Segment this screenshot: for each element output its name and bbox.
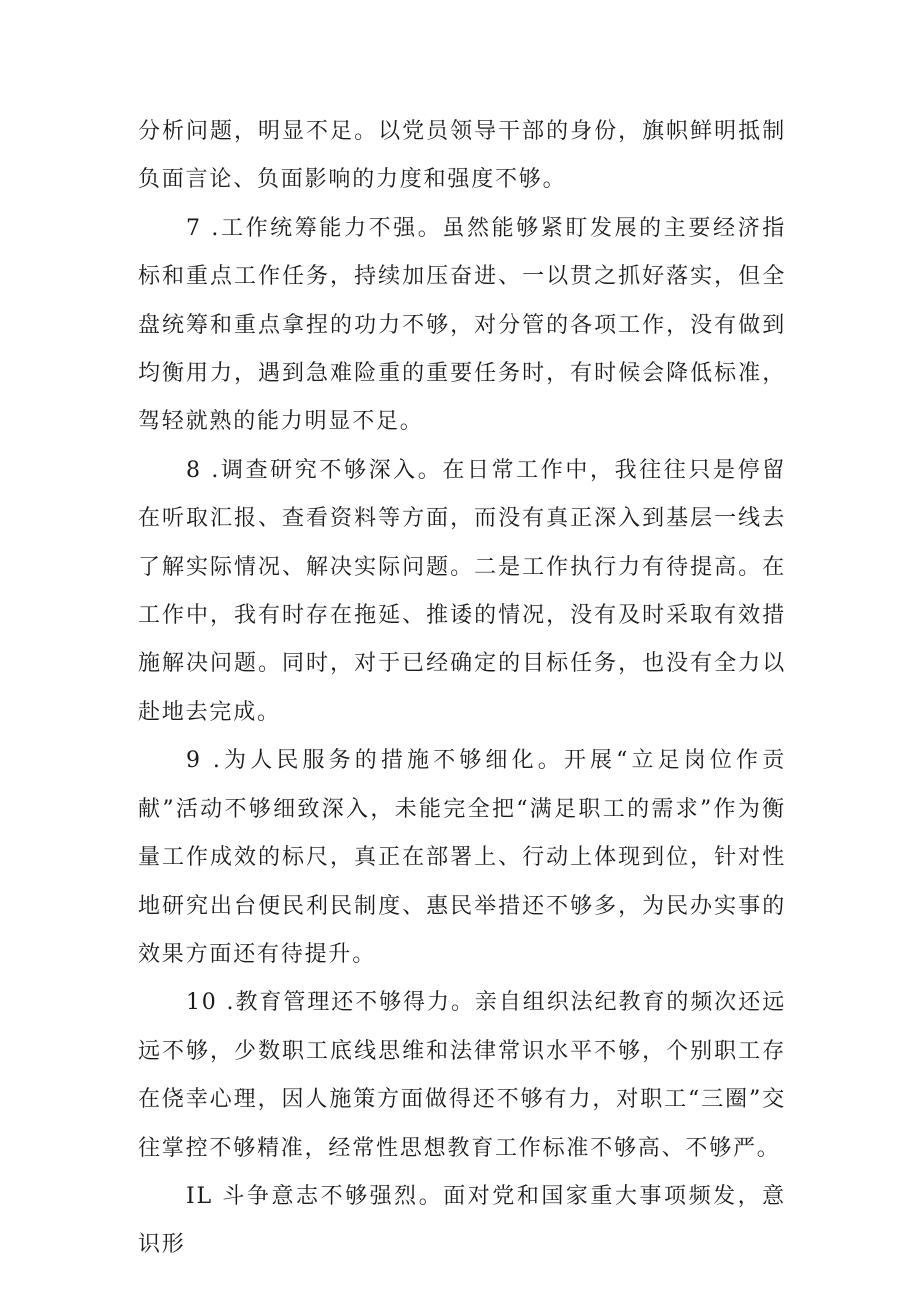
- paragraph-item-8: 8 .调查研究不够深入。在日常工作中，我往往只是停留在听取汇报、查看资料等方面，而没有真正深入到基层一线去了解实际情况、解决实际问题。二是工作执行力有待提高。在工作中，我有时存在拖延、推诿的情况，没有及时采取有效措施解决问题。同时，对于已经确定的目标任务，也没有全力以赴地去完成。: [138, 457, 786, 725]
- paragraph-item-10: 10 .教育管理还不够得力。亲自组织法纪教育的频次还远远不够，少数职工底线思维和法律常识水平不够，个别职工存在侥幸心理，因人施策方面做得还不够有力，对职工“三圈”交往掌控不够精准，经常性思想教育工作标准不够高、不够严。: [138, 990, 786, 1161]
- document-body: [138, 108, 786, 1270]
- paragraph-item-7: 7 .工作统筹能力不强。虽然能够紧盯发展的主要经济指标和重点工作任务，持续加压奋进、一以贯之抓好落实，但全盘统筹和重点拿捏的功力不够，对分管的各项工作，没有做到均衡用力，遇到急难险重的重要任务时，有时候会降低标准，驾轻就熟的能力明显不足。: [138, 215, 786, 435]
- paragraph-continuation: 分析问题，明显不足。以党员领导干部的身份，旗帜鲜明抵制负面言论、负面影响的力度和强度不够。: [138, 119, 786, 193]
- paragraph-item-9: 9 .为人民服务的措施不够细化。开展“立足岗位作贡献”活动不够细致深入，未能完全把“满足职工的需求”作为衡量工作成效的标尺，真正在部署上、行动上体现到位，针对性地研究出台便民利民制度、惠民举措还不够多，为民办实事的效果方面还有待提升。: [138, 748, 786, 967]
- paragraph-item-11: IL 斗争意志不够强烈。面对党和国家重大事项频发，意识形: [138, 1183, 786, 1258]
